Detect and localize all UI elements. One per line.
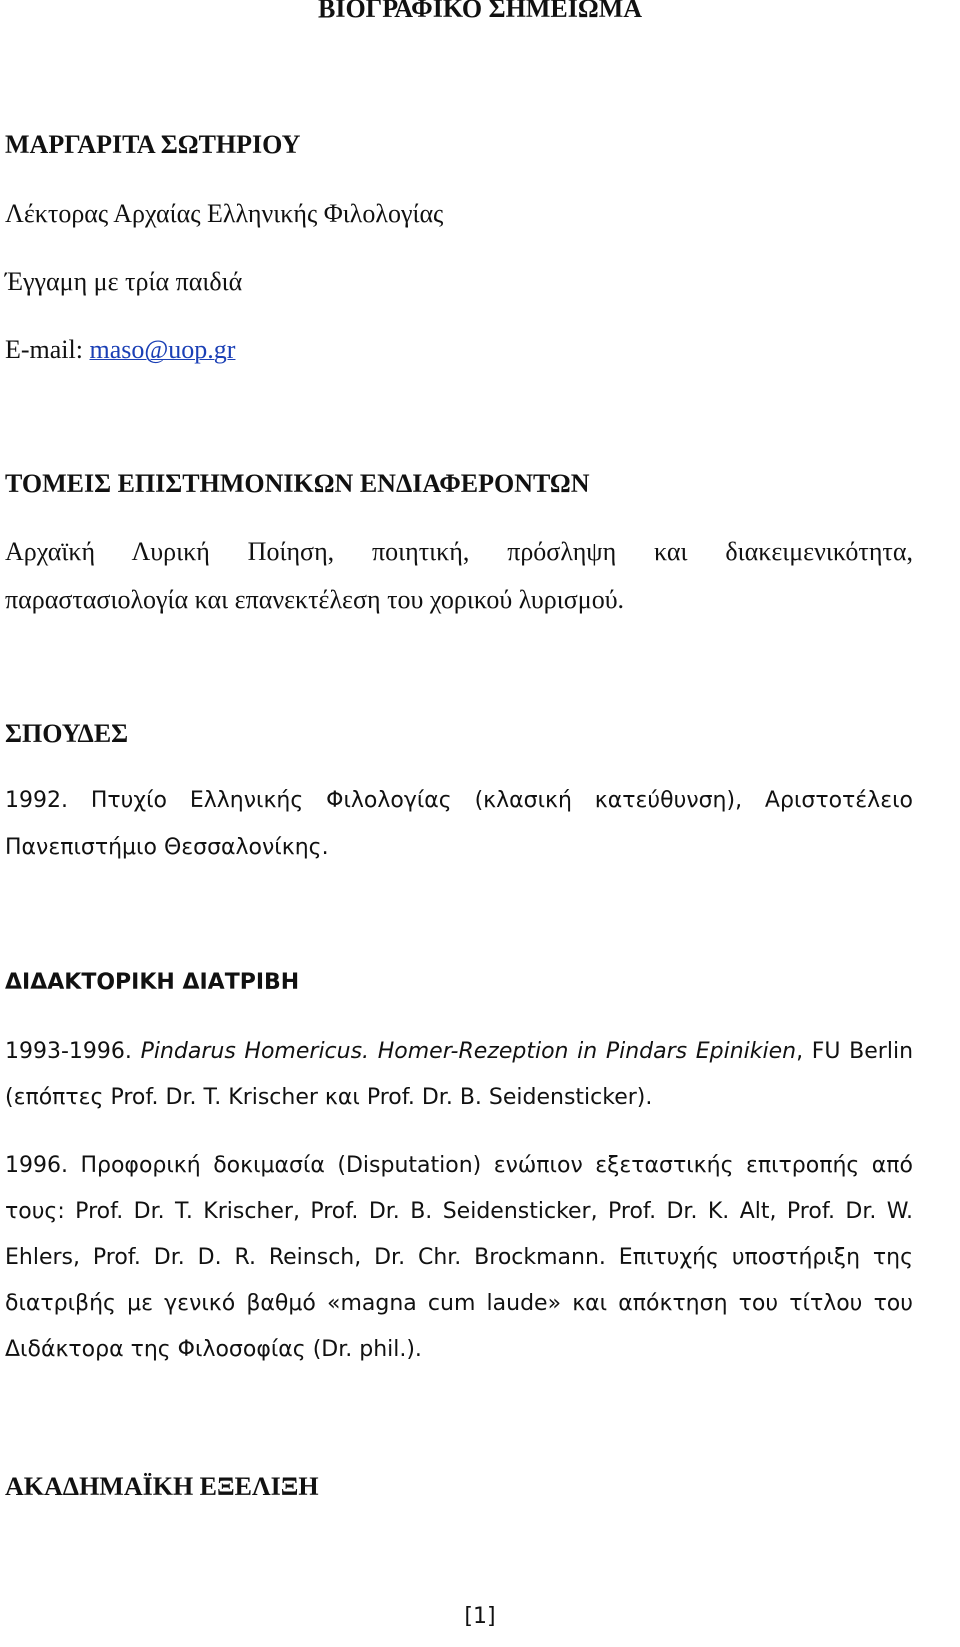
dissertation-entry-1-line-2: (επόπτες Prof. Dr. T. Krischer και Prof. Dr. B. Seidensticker). — [5, 1085, 653, 1110]
document-title: ΒΙΟΓΡΑΦΙΚΟ ΣΗΜΕΙΩΜΑ — [317, 0, 643, 23]
dissertation-entry-2-line-3: Ehlers, Prof. Dr. D. R. Reinsch, Dr. Chr. Brockmann. Επιτυχής υποστήριξη της — [5, 1245, 913, 1270]
studies-line-1: 1992. Πτυχίο Ελληνικής Φιλολογίας (κλασική κατεύθυνση), Αριστοτέλειο — [5, 788, 913, 813]
person-email-line — [5, 335, 913, 365]
page-number: [1] — [464, 1604, 496, 1629]
email-label: E-mail: — [5, 335, 90, 364]
email-link[interactable]: maso@uop.gr — [89, 335, 236, 364]
studies-heading: ΣΠΟΥΔΕΣ — [5, 719, 129, 748]
dissertation-title-german: Homer-Rezeption in Pindars Epinikien — [377, 1039, 797, 1064]
dissertation-institution: , FU Berlin — [796, 1039, 914, 1064]
dissertation-title-latin: Pindarus Homericus. — [140, 1039, 370, 1064]
title-separator — [369, 1039, 378, 1064]
person-name: ΜΑΡΓΑΡΙΤΑ ΣΩΤΗΡΙΟΥ — [5, 130, 301, 159]
dissertation-entry-2-line-1: 1996. Προφορική δοκιμασία (Disputation) ενώπιον εξεταστικής επιτροπής από — [5, 1153, 913, 1178]
person-family-status: Έγγαμη με τρία παιδιά — [5, 267, 243, 296]
dissertation-entry-1-line-1 — [5, 1039, 913, 1064]
dissertation-year: 1993-1996. — [5, 1039, 141, 1064]
interests-line-1: Αρχαϊκή Λυρική Ποίηση, ποιητική, πρόσληψη και διακειμενικότητα, — [5, 537, 913, 566]
interests-heading: ΤΟΜΕΙΣ ΕΠΙΣΤΗΜΟΝΙΚΩΝ ΕΝΔΙΑΦΕΡΟΝΤΩΝ — [5, 469, 590, 498]
dissertation-entry-2-line-2: τους: Prof. Dr. T. Krischer, Prof. Dr. B. Seidensticker, Prof. Dr. K. Alt, Prof. Dr. W. — [5, 1199, 913, 1224]
career-heading: ΑΚΑΔΗΜΑΪΚΗ ΕΞΕΛΙΞΗ — [5, 1472, 319, 1501]
dissertation-heading: ΔΙΔΑΚΤΟΡΙΚΗ ΔΙΑΤΡΙΒΗ — [5, 970, 300, 995]
dissertation-entry-2-line-4: διατριβής με γενικό βαθμό «magna cum laude» και απόκτηση του τίτλου του — [5, 1291, 913, 1316]
studies-line-2: Πανεπιστήμιο Θεσσαλονίκης. — [5, 835, 329, 860]
person-position: Λέκτορας Αρχαίας Ελληνικής Φιλολογίας — [5, 199, 444, 228]
interests-line-2: παραστασιολογία και επανεκτέλεση του χορικού λυρισμού. — [5, 585, 625, 614]
dissertation-entry-2-line-5: Διδάκτορα της Φιλοσοφίας (Dr. phil.). — [5, 1337, 422, 1362]
